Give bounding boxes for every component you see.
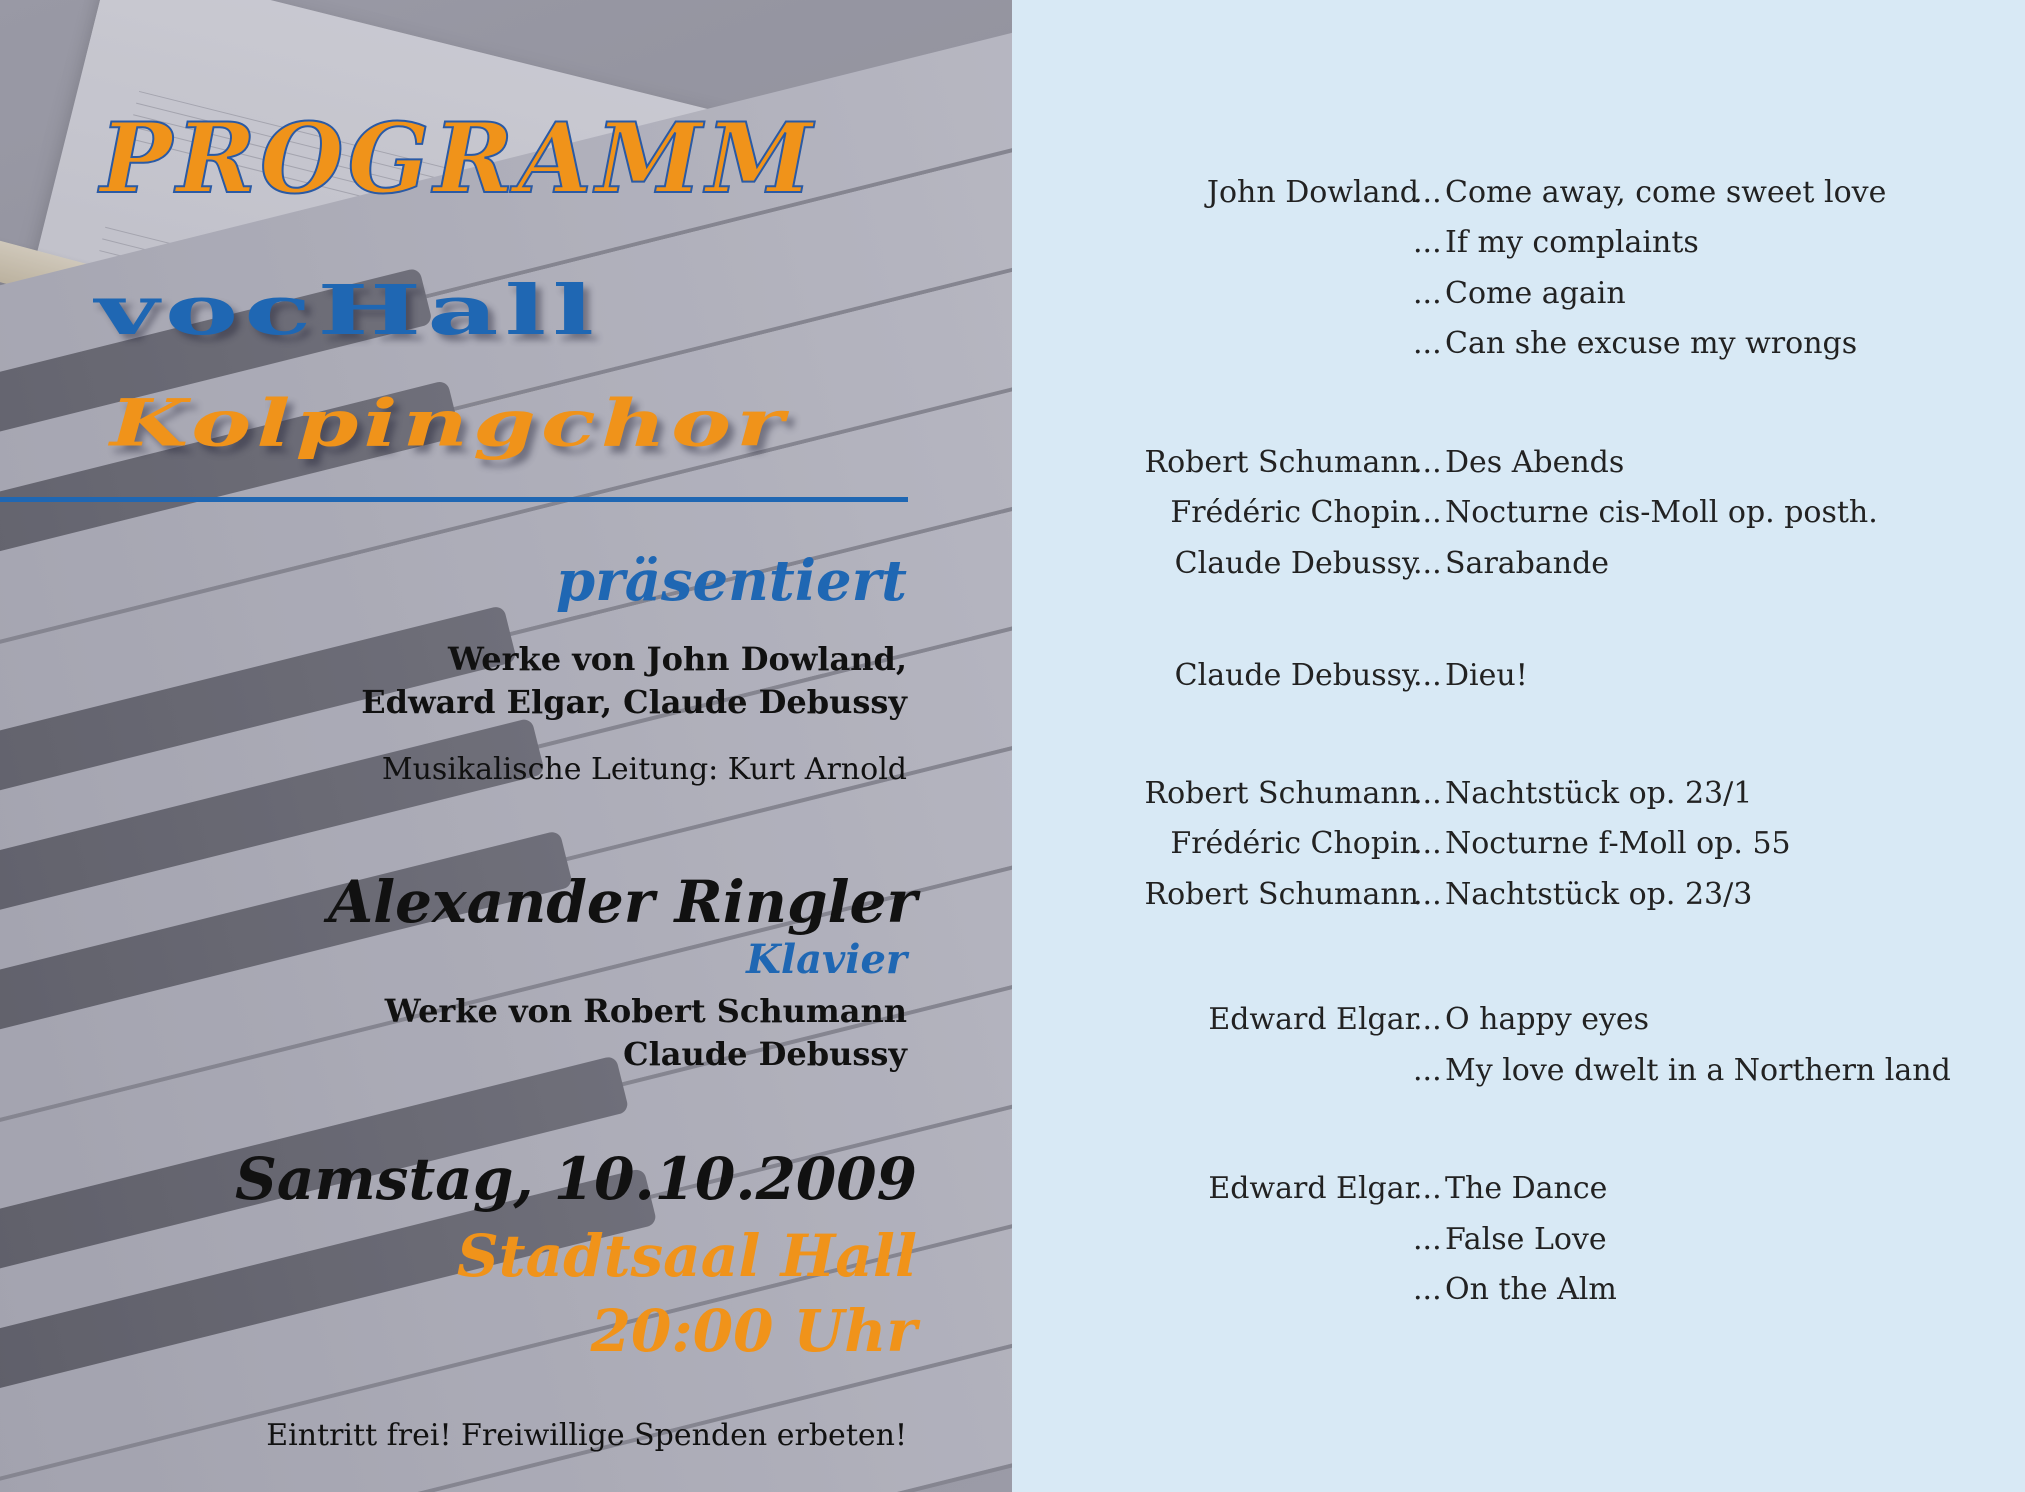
choir-works xyxy=(361,638,907,724)
soloist-works-line-2: Claude Debussy xyxy=(623,1035,907,1073)
conductor-line: Musikalische Leitung: Kurt Arnold xyxy=(381,752,907,787)
poster-panel xyxy=(0,0,1012,1492)
program-composer: Robert Schumann xyxy=(1144,776,1419,811)
program-composer: Edward Elgar xyxy=(1208,1171,1419,1206)
program-row xyxy=(1012,1053,2025,1103)
event-date: Samstag, 10.10.2009 xyxy=(234,1145,917,1213)
program-composer: Frédéric Chopin xyxy=(1170,495,1419,530)
program-work: Nachtstück op. 23/1 xyxy=(1445,776,1753,811)
presents-label: präsentiert xyxy=(556,548,907,614)
program-work: Nachtstück op. 23/3 xyxy=(1445,877,1753,912)
program-row xyxy=(1012,276,2025,326)
divider-line xyxy=(0,497,908,502)
program-work: My love dwelt in a Northern land xyxy=(1445,1053,1951,1088)
choir-works-line-1: Werke von John Dowland, xyxy=(447,640,907,678)
admission-note: Eintritt frei! Freiwillige Spenden erbeten! xyxy=(266,1418,907,1453)
program-leader-dots: ... xyxy=(1413,658,1442,693)
program-leader-dots: ... xyxy=(1413,495,1442,530)
program-row xyxy=(1012,1171,2025,1221)
program-composer: Claude Debussy xyxy=(1174,546,1419,581)
program-row xyxy=(1012,658,2025,708)
program-composer: Frédéric Chopin xyxy=(1170,826,1419,861)
program-work: Dieu! xyxy=(1445,658,1528,693)
instrument-label: Klavier xyxy=(746,936,907,983)
programm-heading: PROGRAMM xyxy=(100,102,817,215)
program-leader-dots: ... xyxy=(1413,1002,1442,1037)
program-row xyxy=(1012,326,2025,376)
program-work: Can she excuse my wrongs xyxy=(1445,326,1858,361)
program-composer: John Dowland xyxy=(1206,175,1419,210)
program-work: Nocturne f-Moll op. 55 xyxy=(1445,826,1791,861)
program-leader-dots: ... xyxy=(1413,326,1442,361)
program-work: The Dance xyxy=(1445,1171,1608,1206)
program-leader-dots: ... xyxy=(1413,1272,1442,1307)
program-work: False Love xyxy=(1445,1222,1607,1257)
program-leader-dots: ... xyxy=(1413,1053,1442,1088)
program-row xyxy=(1012,826,2025,876)
program-row xyxy=(1012,546,2025,596)
program-work: Des Abends xyxy=(1445,445,1625,480)
program-work: If my complaints xyxy=(1445,225,1699,260)
program-row xyxy=(1012,445,2025,495)
program-work: Nocturne cis-Moll op. posth. xyxy=(1445,495,1878,530)
program-row xyxy=(1012,175,2025,225)
program-work: Sarabande xyxy=(1445,546,1610,581)
program-composer: Claude Debussy xyxy=(1174,658,1419,693)
program-leader-dots: ... xyxy=(1413,826,1442,861)
program-row xyxy=(1012,1002,2025,1052)
program-leader-dots: ... xyxy=(1413,225,1442,260)
program-composer: Robert Schumann xyxy=(1144,445,1419,480)
program-row xyxy=(1012,776,2025,826)
program-row xyxy=(1012,495,2025,545)
program-leader-dots: ... xyxy=(1413,877,1442,912)
choir-works-line-2: Edward Elgar, Claude Debussy xyxy=(361,683,907,721)
program-work: On the Alm xyxy=(1445,1272,1617,1307)
program-leader-dots: ... xyxy=(1413,175,1442,210)
program-leader-dots: ... xyxy=(1413,546,1442,581)
program-row xyxy=(1012,1272,2025,1322)
program-leader-dots: ... xyxy=(1413,1171,1442,1206)
soloist-works xyxy=(385,990,907,1076)
program-work: Come away, come sweet love xyxy=(1445,175,1887,210)
choir-name-logo: vocHall xyxy=(95,270,601,350)
event-time: 20:00 Uhr xyxy=(590,1297,917,1365)
event-venue: Stadtsaal Hall xyxy=(456,1222,917,1290)
program-row xyxy=(1012,225,2025,275)
program-composer: Robert Schumann xyxy=(1144,877,1419,912)
program-row xyxy=(1012,1222,2025,1272)
program-composer: Edward Elgar xyxy=(1208,1002,1419,1037)
choir-subtitle-logo: Kolpingchor xyxy=(110,385,789,462)
program-leader-dots: ... xyxy=(1413,776,1442,811)
program-leader-dots: ... xyxy=(1413,445,1442,480)
soloist-name: Alexander Ringler xyxy=(328,868,917,936)
program-leader-dots: ... xyxy=(1413,1222,1442,1257)
program-work: O happy eyes xyxy=(1445,1002,1650,1037)
program-row xyxy=(1012,877,2025,927)
program-work: Come again xyxy=(1445,276,1626,311)
soloist-works-line-1: Werke von Robert Schumann xyxy=(384,992,907,1030)
program-panel xyxy=(1012,0,2025,1492)
program-leader-dots: ... xyxy=(1413,276,1442,311)
